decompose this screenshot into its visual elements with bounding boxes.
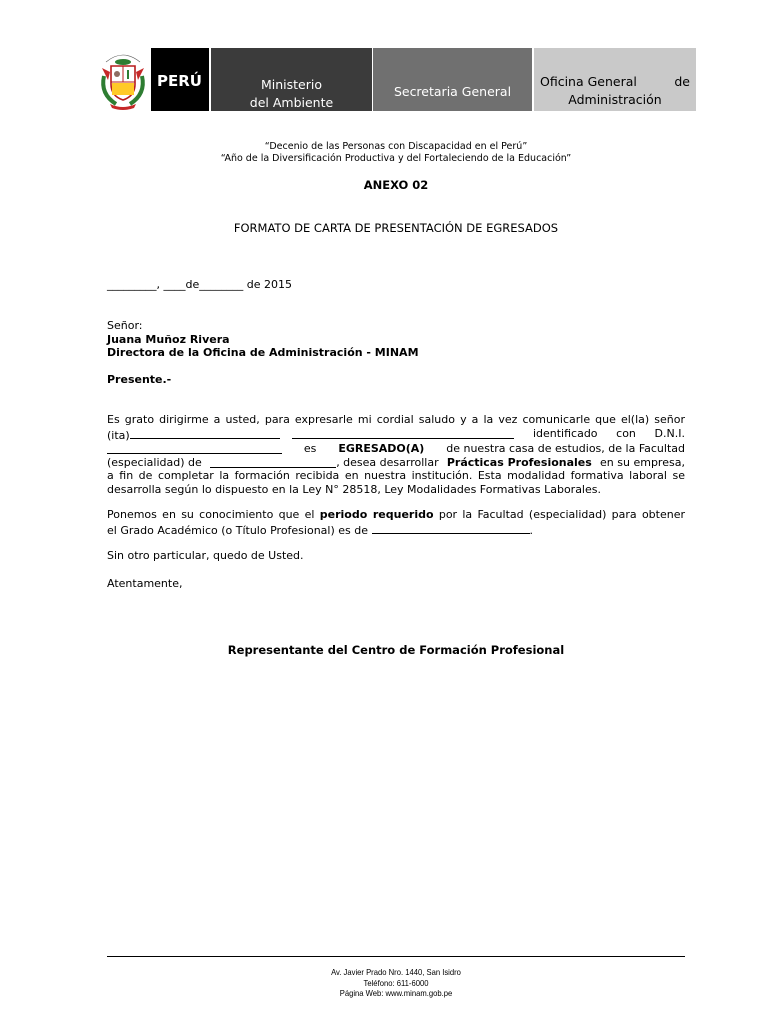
date-line xyxy=(107,278,685,292)
secretaria-label: Secretaria General xyxy=(393,84,512,99)
footer-divider xyxy=(107,956,685,957)
secretaria-box xyxy=(373,48,532,111)
date-de: de xyxy=(185,278,200,291)
p1-egresado: EGRESADO(A) xyxy=(338,442,425,455)
p1-line5: a fin de completar la formación recibida en nuestra institución. Esta modalidad formativa laboral se xyxy=(107,469,685,482)
p1-casa: de nuestra casa de estudios, de la Facultad xyxy=(446,442,685,455)
p1-desea: , desea desarrollar xyxy=(336,455,439,469)
p1-line4 xyxy=(107,456,685,470)
footer xyxy=(126,967,666,999)
ministerio-box xyxy=(211,48,372,111)
blank-student-name xyxy=(130,427,280,439)
p1-line3 xyxy=(107,442,685,456)
decenio-line2: “Año de la Diversificación Productiva y del Fortaleciendo de la Educación” xyxy=(220,153,572,164)
p2-line1 xyxy=(107,508,685,522)
recipient-title: Directora de la Oficina de Administración - MINAM xyxy=(107,346,419,359)
date-blank-place: _________ xyxy=(107,278,157,291)
date-year: de 2015 xyxy=(243,278,292,291)
decenio-block xyxy=(96,141,696,165)
footer-web: Página Web: www.minam.gob.pe xyxy=(339,988,453,998)
paragraph-2 xyxy=(107,508,685,537)
presente-heading: Presente.- xyxy=(107,373,172,386)
p1-identificado: identificado xyxy=(532,426,598,440)
paragraph-1 xyxy=(107,413,685,496)
oficina-word1: Oficina General xyxy=(540,74,637,89)
date-comma: , xyxy=(156,278,164,291)
p1-especialidad: (especialidad) de xyxy=(107,455,202,469)
p1-con: con xyxy=(616,426,636,440)
peru-label: PERÚ xyxy=(157,72,202,90)
footer-phone: Teléfono: 611-6000 xyxy=(363,977,429,988)
date-blank-day: ____ xyxy=(163,278,186,291)
ministerio-line1: Ministerio xyxy=(260,77,323,92)
peru-coat-of-arms-icon xyxy=(96,46,150,112)
p1-empresa: en su empresa, xyxy=(600,455,685,469)
anexo-heading: ANEXO 02 xyxy=(363,178,429,192)
p1-ita: (ita) xyxy=(107,428,130,442)
blank-periodo xyxy=(372,522,530,534)
p2-periodo: periodo requerido xyxy=(319,508,434,521)
p1-practicas: Prácticas Profesionales xyxy=(446,455,592,469)
p2-a: Ponemos en su conocimiento que el xyxy=(107,508,320,521)
recipient-name: Juana Muñoz Rivera xyxy=(107,332,230,346)
p1-line6: desarrolla según lo dispuesto en la Ley N° 28518, Ley Modalidades Formativas Laborales. xyxy=(107,482,601,496)
recipient-block xyxy=(107,319,685,360)
document-title: FORMATO DE CARTA DE PRESENTACIÓN DE EGRESADOS xyxy=(233,221,559,235)
ministerio-line2: del Ambiente xyxy=(249,95,334,110)
peru-brand-box xyxy=(151,48,209,111)
p2-d: el Grado Académico (o Título Profesional) es de xyxy=(107,523,372,537)
blank-especialidad xyxy=(210,456,336,468)
p2-line2 xyxy=(107,522,685,538)
oficina-word2: de xyxy=(674,74,690,89)
p1-es: es xyxy=(303,442,317,455)
atentamente: Atentamente, xyxy=(107,577,183,590)
p1-dni: D.N.I. xyxy=(654,426,685,440)
blank-student-name-2 xyxy=(292,427,514,439)
salutation: Señor: xyxy=(107,319,143,332)
signature-caption: Representante del Centro de Formación Profesional xyxy=(227,643,565,657)
p2-c: por la Facultad (especialidad) para obtener xyxy=(433,508,686,521)
letterhead xyxy=(96,46,696,112)
p1-line2 xyxy=(107,427,685,443)
closing-line: Sin otro particular, quedo de Usted. xyxy=(107,549,304,562)
blank-dni xyxy=(107,442,282,454)
decenio-line1: “Decenio de las Personas con Discapacidad en el Perú” xyxy=(264,141,528,152)
oficina-box xyxy=(534,48,696,111)
footer-address: Av. Javier Prado Nro. 1440, San Isidro xyxy=(331,967,461,977)
date-blank-month: ________ xyxy=(199,278,244,291)
p1-line1: Es grato dirigirme a usted, para expresarle mi cordial saludo y a la vez comunicarle que el(la) señor xyxy=(107,413,685,426)
p2-e: . xyxy=(529,523,533,537)
oficina-line2: Administración xyxy=(568,92,662,107)
